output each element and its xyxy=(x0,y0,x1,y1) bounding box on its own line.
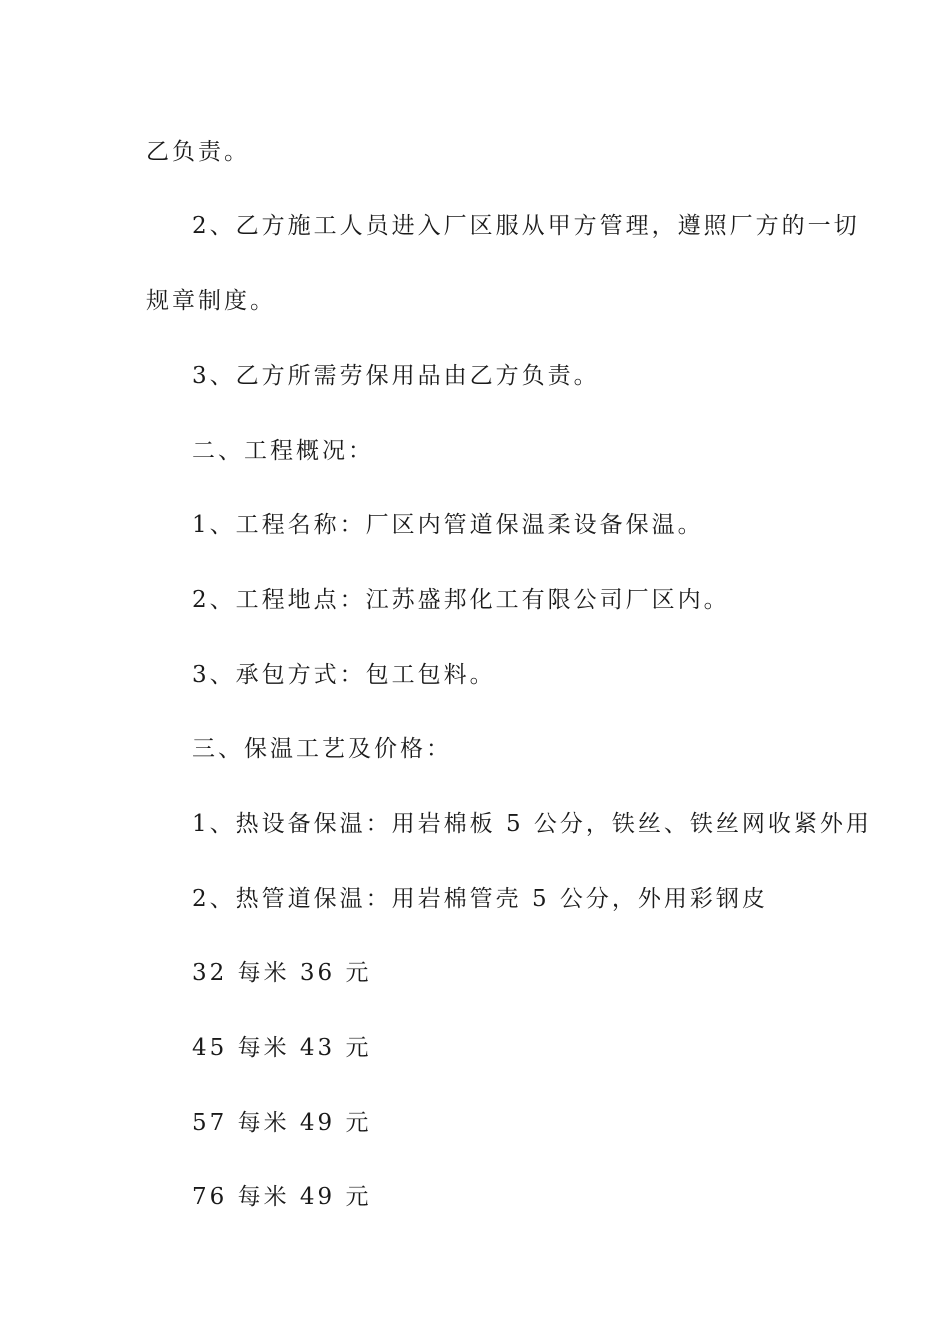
project-name: 1、工程名称：厂区内管道保温柔设备保温。 xyxy=(192,512,704,538)
contract-method: 3、承包方式：包工包料。 xyxy=(192,662,496,688)
pipe-insulation: 2、热管道保温：用岩棉管壳 5 公分，外用彩钢皮 xyxy=(192,886,768,912)
section-heading-process-price: 三、保温工艺及价格： xyxy=(192,736,452,762)
section-heading-overview: 二、工程概况： xyxy=(192,438,374,464)
clause-2-line-1: 2、乙方施工人员进入厂区服从甲方管理，遵照厂方的一切 xyxy=(192,213,860,239)
price-row: 32 每米 36 元 xyxy=(192,960,372,986)
price-row: 57 每米 49 元 xyxy=(192,1110,372,1136)
paragraph-continuation: 乙负责。 xyxy=(146,139,250,165)
price-row: 76 每米 49 元 xyxy=(192,1184,372,1210)
clause-3: 3、乙方所需劳保用品由乙方负责。 xyxy=(192,363,600,389)
price-row: 45 每米 43 元 xyxy=(192,1035,372,1061)
equipment-insulation: 1、热设备保温：用岩棉板 5 公分，铁丝、铁丝网收紧外用 xyxy=(192,811,872,837)
clause-2-line-2: 规章制度。 xyxy=(146,288,276,314)
project-location: 2、工程地点：江苏盛邦化工有限公司厂区内。 xyxy=(192,587,730,613)
